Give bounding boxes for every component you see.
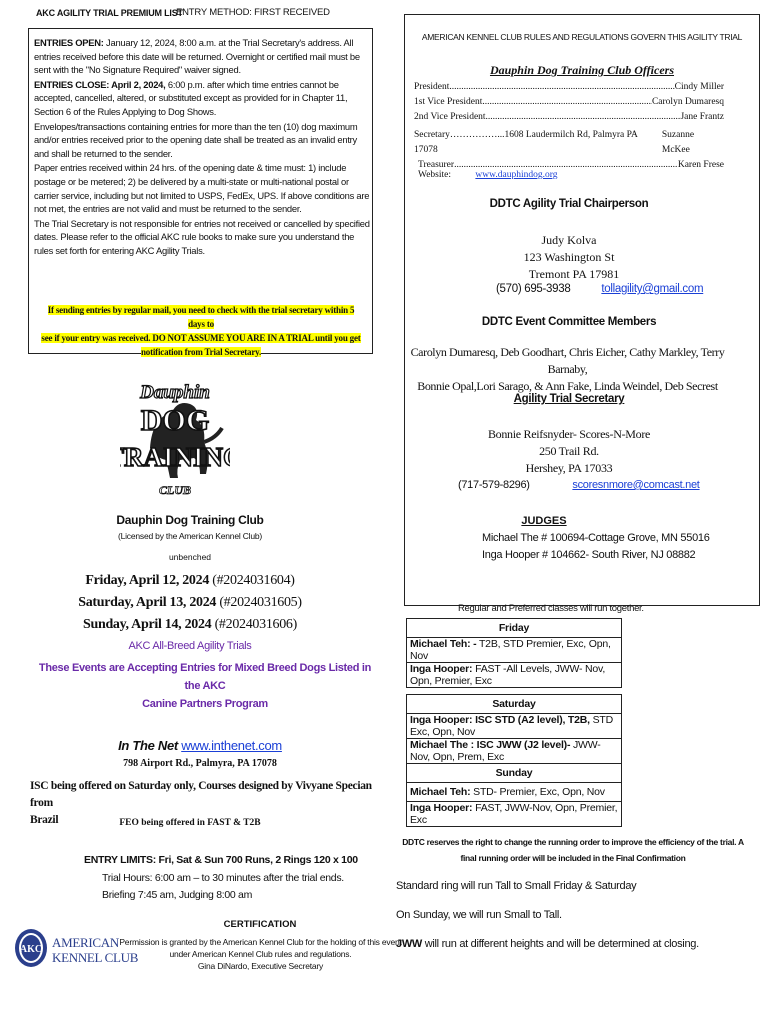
certification-line-1: Permission is granted by the American Kennel Club for the holding of this event — [119, 937, 402, 947]
schedule-day-sunday: Sunday — [407, 764, 622, 783]
schedule-row — [407, 802, 622, 827]
officer-row — [414, 128, 724, 158]
schedule-classes: FAST, JWW-Nov, Opn, Premier, Exc — [410, 802, 618, 826]
venue-address: 798 Airport Rd., Palmyra, PA 17078 — [123, 758, 277, 769]
entry-limits-title: ENTRY LIMITS: Fri, Sat & Sun 700 Runs, 2 Rings 120 x 100 — [84, 854, 358, 866]
chair-title: DDTC Agility Trial Chairperson — [489, 198, 649, 210]
officer-role: 1st Vice President — [414, 97, 483, 107]
jww-text: will run at different heights and will be determined at closing. — [421, 938, 699, 950]
akc-seal-text: AKC — [19, 944, 43, 955]
feo-note: FEO being offered in FAST & T2B — [119, 818, 261, 828]
akc-wordmark-line-1: AMERICAN — [52, 935, 119, 950]
committee-title: DDTC Event Committee Members — [481, 316, 657, 328]
committee-line-2: Bonnie Opal,Lori Sarago, & Ann Fake, Linda Weindel, Deb Secrest — [417, 379, 718, 393]
mail-warning-line-2: see if your entry was received. DO NOT ASSUME YOU ARE IN A TRIAL until you get — [41, 333, 361, 343]
chair-name: Judy Kolva — [541, 233, 597, 247]
trial-date-sunday-label: Sunday, April 14, 2024 — [82, 617, 212, 632]
chair-street: 123 Washington St — [523, 250, 615, 264]
chair-phone-row — [496, 283, 703, 295]
running-order-line-1: DDTC reserves the right to change the running order to improve the efficiency of the trial. A — [402, 837, 744, 847]
schedule-classes: FAST -All Levels, JWW- Nov, Opn, Premier, Exc — [410, 663, 606, 687]
officer-name: Carolyn Dumaresq — [651, 97, 724, 107]
certification-line-3: Gina DiNardo, Executive Secretary — [197, 961, 324, 971]
officer-row — [414, 95, 724, 110]
premium-list-title: AKC AGILITY TRIAL PREMIUM LIST — [36, 8, 183, 18]
venue-url-link[interactable]: www.inthenet.com — [181, 738, 282, 753]
certification-text — [118, 936, 403, 972]
judges-list — [482, 530, 710, 564]
secretary-phone: (717-579-8296) — [458, 479, 530, 491]
committee-line-1: Carolyn Dumaresq, Deb Goodhart, Chris Eicher, Cathy Markley, Terry Barnaby, — [410, 345, 725, 376]
club-name: Dauphin Dog Training Club — [116, 513, 264, 527]
schedule-classes: T2B, STD Premier, Exc, Opn, Nov — [410, 638, 611, 662]
committee-members — [400, 344, 735, 395]
mail-warning — [40, 303, 362, 359]
schedule-row — [407, 663, 622, 688]
running-order-line-2: final running order will be included in the Final Confirmation — [460, 853, 686, 863]
entries-close-text: 6:00 p.m. after which time entries cannot be accepted, cancelled, altered, or substituted except as provided for in Chapter 11, Section 6 of the Rules Applying to Dog Shows. — [34, 78, 348, 117]
sunday-note: On Sunday, we will run Small to Tall. — [396, 909, 562, 921]
saturday-schedule-table — [406, 694, 622, 827]
club-benched: unbenched — [168, 552, 212, 562]
mixed-breed-line-1: These Events are Accepting Entries for Mixed Breed Dogs Listed in the AKC — [38, 662, 372, 692]
schedule-judge: Inga Hooper: — [410, 663, 473, 675]
invalid-entry-paragraph: Envelopes/transactions containing entries for more than the ten (10) dog maximum and/or entries received prior to the opening date shall be treated as an invalid entry and shall be returned to the sender. — [34, 120, 358, 159]
schedule-day-friday: Friday — [407, 619, 622, 638]
entries-close-paragraph — [34, 78, 370, 119]
schedule-note: Regular and Preferred classes will run together. — [458, 603, 644, 614]
schedule-judge: Michael Teh: - — [410, 638, 477, 650]
rules-notice: AMERICAN KENNEL CLUB RULES AND REGULATIONS GOVERN THIS AGILITY TRIAL — [421, 32, 743, 42]
trial-date-sunday-id: (#2024031606) — [211, 617, 297, 632]
schedule-classes: JWW- Nov, Opn, Prem, Exc — [410, 739, 601, 763]
officer-name: Karen Frese — [677, 160, 724, 170]
mixed-breed-line-2: Canine Partners Program — [142, 698, 268, 710]
event-title: AKC All-Breed Agility Trials — [128, 640, 252, 652]
mail-warning-line-3: notification from Trial Secretary. — [140, 347, 261, 357]
judge-2: Inga Hooper # 104662- South River, NJ 08882 — [482, 549, 696, 561]
officers-title — [404, 63, 760, 78]
schedule-row — [407, 739, 622, 764]
secretary-city: Hershey, PA 17033 — [525, 461, 613, 475]
officer-role: 2nd Vice President — [414, 112, 486, 122]
trial-dates — [40, 570, 340, 636]
friday-schedule-table — [406, 618, 622, 688]
trial-date-saturday-id: (#2024031605) — [216, 595, 302, 610]
judges-title-text: JUDGES — [521, 515, 567, 527]
entries-text — [34, 36, 370, 259]
logo-text-training: RAININ — [123, 442, 224, 472]
secretary-contact — [404, 426, 734, 477]
schedule-row — [407, 638, 622, 663]
trial-date-friday-id: (#2024031604) — [209, 573, 295, 588]
officer-role: Secretary……………...1608 Laudermilch Rd, Palmyra PA 17078 — [414, 130, 638, 155]
mail-warning-line-1: If sending entries by regular mail, you need to check with the trial secretary within 5 days to — [47, 305, 355, 329]
chair-contact — [404, 232, 734, 283]
trial-date-friday — [40, 570, 340, 592]
certification-title: CERTIFICATION — [223, 919, 297, 930]
officer-name: Cindy Miller — [674, 82, 724, 92]
officers-list — [414, 80, 724, 173]
secretary-name: Bonnie Reifsnyder- Scores-N-More — [487, 427, 651, 441]
club-logo — [120, 378, 230, 500]
secretary-phone-row — [458, 479, 700, 491]
trial-date-friday-label: Friday, April 12, 2024 — [85, 573, 210, 588]
mixed-breed-notice — [30, 659, 380, 713]
akc-wordmark-line-2: KENNEL CLUB — [52, 950, 139, 965]
schedule-row — [407, 783, 622, 802]
officer-name: Jane Frantz — [680, 112, 724, 122]
trial-hours: Trial Hours: 6:00 am – to 30 minutes after the trial ends. — [102, 872, 344, 884]
officer-role: President — [414, 82, 450, 92]
briefing-times: Briefing 7:45 am, Judging 8:00 am — [102, 889, 253, 901]
venue-line — [40, 738, 360, 753]
chair-city: Tremont PA 17981 — [528, 267, 620, 281]
entries-close-label: ENTRIES CLOSE: April 2, 2024, — [34, 78, 166, 90]
akc-seal-icon — [14, 928, 48, 968]
schedule-judge: Inga Hooper: ISC STD (A2 level), T2B, — [410, 714, 590, 726]
secretary-title — [404, 393, 734, 405]
officer-row — [414, 80, 724, 95]
website-row — [418, 170, 557, 180]
schedule-judge: Michael Teh: — [410, 786, 471, 798]
jww-note — [396, 938, 699, 950]
secretary-street: 250 Trail Rd. — [539, 444, 599, 458]
judge-1: Michael The # 100694-Cottage Grove, MN 55016 — [482, 532, 710, 544]
entries-open-text: January 12, 2024, 8:00 a.m. at the Trial Secretary's address. All entries received before this date will be returned. Overnight or certified mail must be sent with the "No Signature Required" waiver signed. — [34, 37, 360, 76]
schedule-day-saturday: Saturday — [407, 695, 622, 714]
isc-note-line-1: ISC being offered on Saturday only, Courses designed by Vivyane Specian from — [30, 780, 372, 809]
judges-title — [404, 515, 684, 527]
venue-name: In The Net — [118, 738, 178, 753]
secretary-title-text: Agility Trial Secretary — [513, 393, 625, 405]
running-order-note — [398, 834, 748, 866]
isc-note-line-2: Brazil — [30, 814, 59, 826]
chair-phone: (570) 695-3938 — [496, 283, 571, 295]
schedule-row — [407, 714, 622, 739]
schedule-classes: STD Exc, Opn, Nov — [410, 714, 614, 738]
schedule-judge: Michael The : ISC JWW (J2 level)- — [410, 739, 571, 751]
officer-name: Suzanne McKee — [661, 130, 695, 155]
chair-email-link[interactable]: tollagility@gmail.com — [601, 283, 704, 295]
trial-date-sunday — [40, 614, 340, 636]
club-licensed: (Licensed by the American Kennel Club) — [117, 531, 263, 541]
entries-open-label: ENTRIES OPEN: — [34, 37, 104, 48]
logo-text-club: CLUB — [158, 483, 192, 497]
schedule-judge: Inga Hooper: — [410, 802, 473, 814]
certification-line-2: under American Kennel Club rules and regulations. — [169, 949, 352, 959]
standard-ring-note: Standard ring will run Tall to Small Friday & Saturday — [396, 880, 637, 892]
logo-text-dauphin: Dauphin — [140, 382, 210, 403]
entries-open-paragraph — [34, 36, 370, 77]
logo-text-dog: DOG — [140, 404, 210, 437]
website-link[interactable]: www.dauphindog.org — [475, 170, 558, 180]
schedule-classes: STD- Premier, Exc, Opn, Nov — [470, 786, 605, 798]
trial-date-saturday-label: Saturday, April 13, 2024 — [78, 595, 217, 610]
website-label: Website: — [418, 170, 452, 180]
responsibility-paragraph: The Trial Secretary is not responsible for entries not received or cancelled by specified dates. Please refer to the official AKC rule books to make sure you understand the rules set forth for entering AKC Agility Trials. — [34, 217, 370, 256]
secretary-email-link[interactable]: scoresnmore@comcast.net — [572, 479, 700, 491]
trial-date-saturday — [40, 592, 340, 614]
jww-label: JWW — [396, 938, 422, 950]
officer-row — [414, 110, 724, 125]
club-logo-graphic — [120, 378, 230, 500]
entry-method: ENTRY METHOD: FIRST RECEIVED — [176, 7, 330, 18]
paper-entry-paragraph: Paper entries received within 24 hrs. of the opening date & time must: 1) include postage or be metered; 2) be delivered by a multi-state or multi-national postal or carrier service, including but not limited to USPS, FedEx, UPS. If above conditions are not met, the entries are not valid and must be returned to the sender. — [34, 162, 370, 215]
officer-role: Treasurer — [418, 160, 455, 170]
officers-title-text: Dauphin Dog Training Club Officers — [489, 63, 675, 77]
